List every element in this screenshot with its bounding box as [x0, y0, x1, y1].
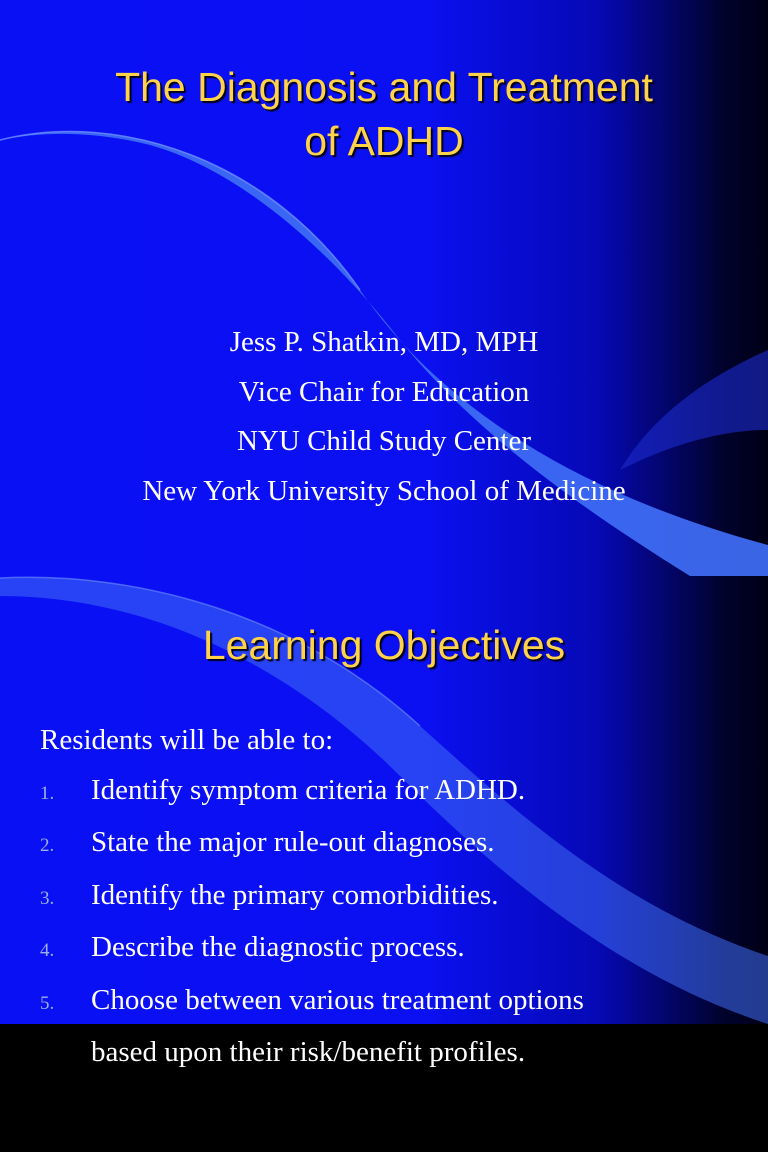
objectives-intro: Residents will be able to: [40, 724, 334, 756]
slide-title [0, 60, 768, 168]
list-item [40, 923, 740, 976]
list-text: State the major rule-out diagnoses. [91, 826, 495, 858]
objectives-slide [0, 576, 768, 1068]
list-text: Describe the diagnostic process. [91, 931, 465, 963]
slide-title-line-1: The Diagnosis and Treatment [115, 64, 653, 110]
list-number: 3. [40, 887, 55, 909]
author-name: Jess P. Shatkin, MD, MPH [229, 326, 539, 358]
objectives-body [40, 716, 740, 1078]
list-text: Identify the primary comorbidities. [91, 878, 499, 911]
list-number: 4. [40, 940, 55, 961]
author-institution: New York University School of Medicine [142, 474, 626, 507]
list-number: 2. [40, 835, 55, 856]
author-center: NYU Child Study Center [236, 425, 532, 457]
author-info [0, 318, 768, 516]
list-text: Identify symptom criteria for ADHD. [91, 773, 526, 806]
slide-title-line-2: of ADHD [304, 118, 464, 164]
list-item [40, 1028, 740, 1078]
list-text: based upon their risk/benefit profiles. [91, 1036, 526, 1068]
list-number: 5. [40, 992, 55, 1014]
list-item [40, 976, 740, 1029]
list-item [40, 871, 740, 924]
list-text: Choose between various treatment options [91, 983, 584, 1016]
list-number: 1. [40, 782, 55, 804]
objectives-list [40, 766, 740, 1078]
list-item [40, 766, 740, 819]
list-item [40, 818, 740, 871]
author-position: Vice Chair for Education [238, 375, 530, 408]
slide-title: Learning Objectives [202, 622, 566, 668]
